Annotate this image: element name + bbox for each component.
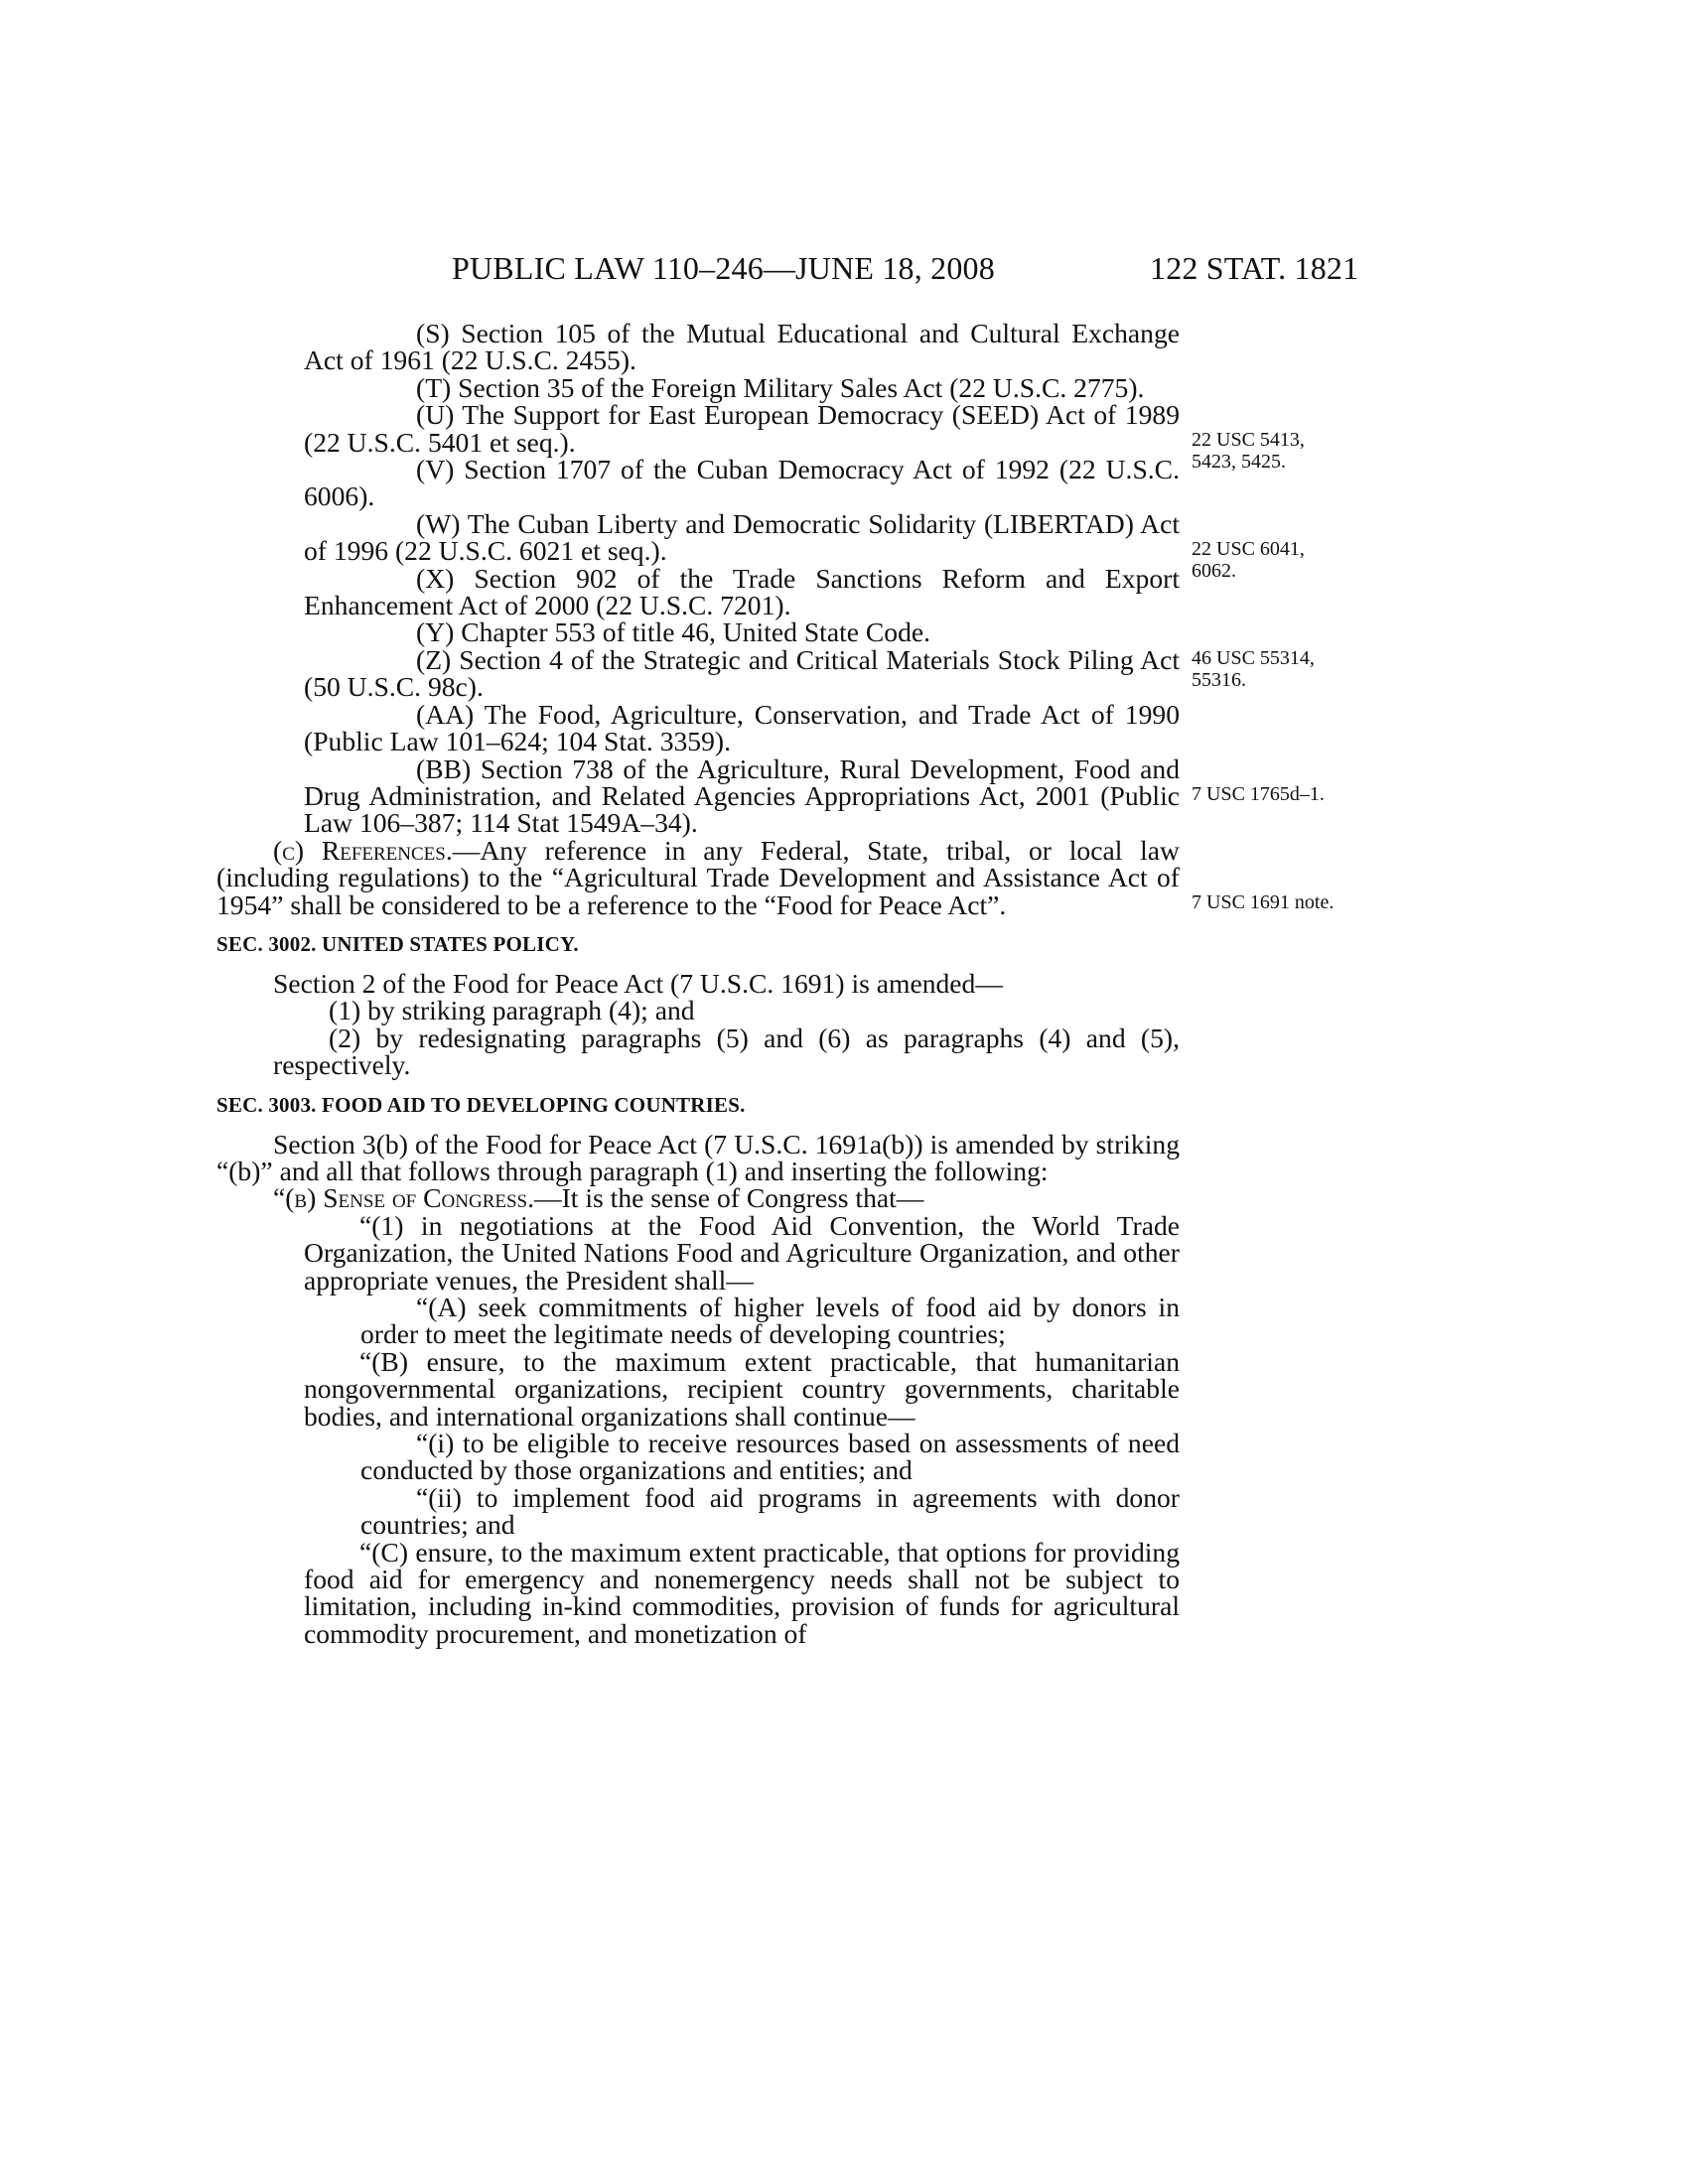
margin-note-1691: 7 USC 1691 note. xyxy=(1192,891,1335,913)
section-3002-intro: Section 2 of the Food for Peace Act (7 U.S.C. 1691) is amended— xyxy=(273,967,1003,999)
clause-i: “(i) to be eligible to receive resources based on assessments of need conducted by those organizations and entities; and xyxy=(360,1428,1180,1486)
section-3002-heading: SEC. 3002. UNITED STATES POLICY. xyxy=(216,931,579,956)
margin-note-1765d: 7 USC 1765d–1. xyxy=(1192,783,1325,805)
sense-of-congress-paragraph xyxy=(216,1182,1180,1214)
paragraph-1: “(1) in negotiations at the Food Aid Convention, the World Trade Organization, the United Nations Food and Agriculture Organization, and other appropriate venues, the President shall— xyxy=(304,1209,1180,1296)
paragraph-v: (V) Section 1707 of the Cuban Democracy Act of 1992 (22 U.S.C. 6006). xyxy=(304,454,1180,512)
paragraph-x: (X) Section 902 of the Trade Sanctions Reform and Export Enhancement Act of 2000 (22 U.S.C. 7201). xyxy=(304,562,1180,621)
references-text: Any reference in any Federal, State, tribal, or local law (including regulations) to the “Agricultural Trade Development and Assistance Act of 1954” shall be considered to be a reference to the “Food for Peace Act”. xyxy=(216,834,1180,920)
margin-note-libertad: 22 USC 6041, 6062. xyxy=(1192,538,1305,582)
section-3003-heading: SEC. 3003. FOOD AID TO DEVELOPING COUNTRIES. xyxy=(216,1092,746,1117)
paragraph-z: (Z) Section 4 of the Strategic and Critical Materials Stock Piling Act (50 U.S.C. 98c). xyxy=(304,643,1180,703)
section-3002-item-1: (1) by striking paragraph (4); and xyxy=(329,995,695,1026)
margin-note-seed: 22 USC 5413, 5423, 5425. xyxy=(1192,429,1305,473)
paragraph-bb: (BB) Section 738 of the Agriculture, Rural Development, Food and Drug Administration, and Related Agencies Appropriations Act, 2001 (Public Law 106–387; 114 Stat 1549A–34). xyxy=(304,752,1180,839)
section-3003-intro: Section 3(b) of the Food for Peace Act (7 U.S.C. 1691a(b)) is amended by striking “(b)” and all that follows through paragraph (1) and inserting the following: xyxy=(216,1128,1180,1186)
paragraph-y: (Y) Chapter 553 of title 46, United State Code. xyxy=(416,616,931,648)
references-label: (c) References.— xyxy=(273,834,481,866)
running-header-left: PUBLIC LAW 110–246—JUNE 18, 2008 xyxy=(452,250,995,286)
section-3002-item-2: (2) by redesignating paragraphs (5) and (6) as paragraphs (4) and (5), respectively. xyxy=(273,1022,1180,1081)
sense-of-congress-label: “(b) Sense of Congress.— xyxy=(273,1182,562,1214)
clause-ii: “(ii) to implement food aid programs in agreements with donor countries; and xyxy=(360,1481,1180,1541)
paragraph-w: (W) The Cuban Liberty and Democratic Solidarity (LIBERTAD) Act of 1996 (22 U.S.C. 6021 et seq.). xyxy=(304,507,1180,567)
paragraph-aa: (AA) The Food, Agriculture, Conservation, and Trade Act of 1990 (Public Law 101–624; 104 Stat. 3359). xyxy=(304,698,1180,757)
body-text xyxy=(216,318,1180,1649)
paragraph-s: (S) Section 105 of the Mutual Educational and Cultural Exchange Act of 1961 (22 U.S.C. 2455). xyxy=(304,318,1180,376)
subparagraph-b: “(B) ensure, to the maximum extent practicable, that humanitarian nongovernmental organizations, recipient country governments, charitable bodies, and international organizations shall continue— xyxy=(304,1345,1180,1432)
running-header-right: 122 STAT. 1821 xyxy=(1150,250,1359,286)
paragraph-u: (U) The Support for East European Democracy (SEED) Act of 1989 (22 U.S.C. 5401 et seq.). xyxy=(304,399,1180,458)
references-paragraph xyxy=(216,834,1180,920)
sense-of-congress-text: It is the sense of Congress that— xyxy=(561,1182,924,1214)
subparagraph-a: “(A) seek commitments of higher levels of food aid by donors in order to meet the legitimate needs of developing countries; xyxy=(360,1292,1180,1350)
margin-note-chapter-553: 46 USC 55314, 55316. xyxy=(1192,647,1315,691)
paragraph-t: (T) Section 35 of the Foreign Military Sales Act (22 U.S.C. 2775). xyxy=(416,371,1145,403)
subparagraph-c: “(C) ensure, to the maximum extent practicable, that options for providing food aid for emergency and nonemergency needs shall not be subject to limitation, including in-kind commodities, provision of funds for agricultural commodity procurement, and monetization of xyxy=(304,1536,1180,1649)
